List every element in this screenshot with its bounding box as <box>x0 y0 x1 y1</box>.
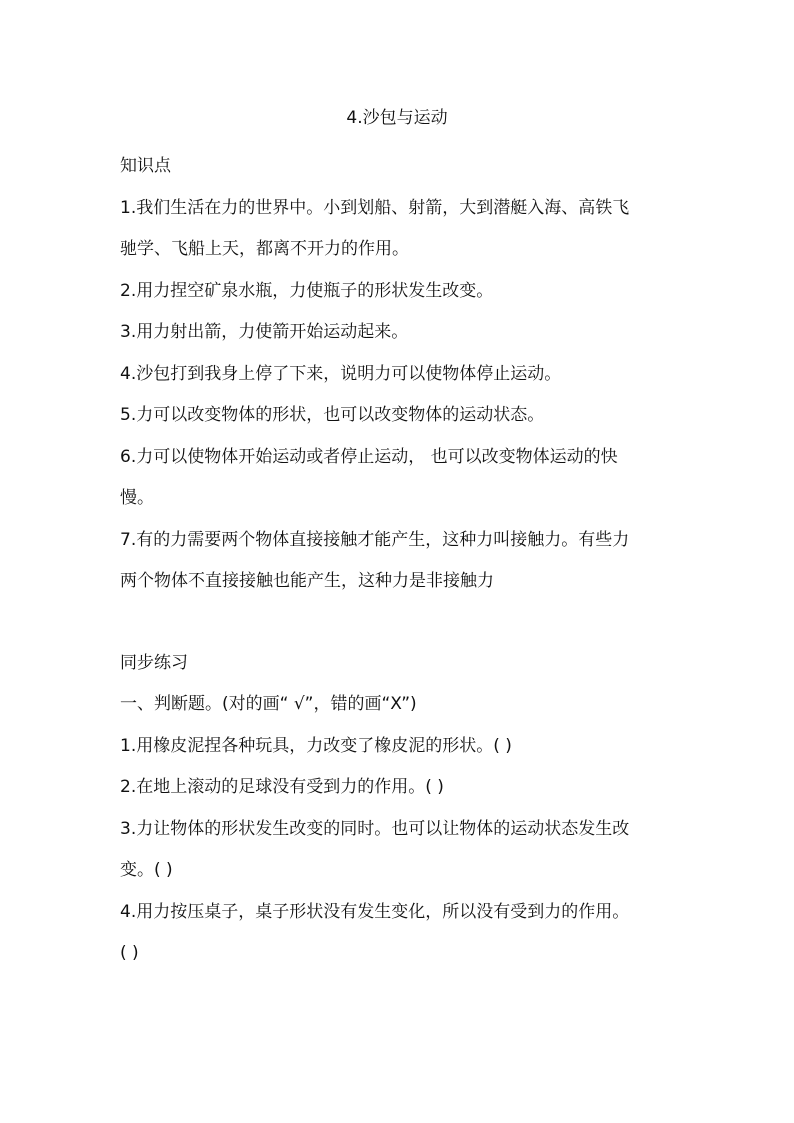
document-body <box>120 146 680 975</box>
practice-line-2: 2.在地上滚动的足球没有受到力的作用。( ) <box>120 777 444 797</box>
practice-line-5: 4.用力按压桌子，桌子形状没有发生变化，所以没有受到力的作用。 <box>120 901 630 922</box>
knowledge-line-10: 两个物体不直接接触也能产生，这种力是非接触力 <box>120 571 494 591</box>
knowledge-line-2: 驰学、飞船上天，都离不开力的作用。 <box>120 239 409 259</box>
practice-line-1: 1.用橡皮泥捏各种玩具，力改变了橡皮泥的形状。( ) <box>120 735 512 756</box>
practice-line-6: ( ) <box>120 943 139 963</box>
knowledge-line-5: 4.沙包打到我身上停了下来，说明力可以使物体停止运动。 <box>120 363 562 384</box>
knowledge-line-7: 6.力可以使物体开始运动或者停止运动， 也可以改变物体运动的快 <box>120 446 618 467</box>
knowledge-heading: 知识点 <box>120 156 171 176</box>
knowledge-line-6: 5.力可以改变物体的形状，也可以改变物体的运动状态。 <box>120 405 545 425</box>
section-one-instructions: 一、判断题。(对的画“ √”，错的画“X”) <box>120 694 417 714</box>
knowledge-line-8: 慢。 <box>120 488 154 508</box>
practice-line-3: 3.力让物体的形状发生改变的同时。也可以让物体的运动状态发生改 <box>120 818 630 839</box>
practice-line-4: 变。( ) <box>120 860 173 880</box>
knowledge-line-9: 7.有的力需要两个物体直接接触才能产生，这种力叫接触力。有些力 <box>120 529 630 550</box>
practice-heading: 同步练习 <box>120 652 188 673</box>
document-title: 4.沙包与运动 <box>346 108 448 128</box>
knowledge-line-1: 1.我们生活在力的世界中。小到划船、射箭，大到潜艇入海、高铁飞 <box>120 197 630 218</box>
knowledge-line-4: 3.用力射出箭，力使箭开始运动起来。 <box>120 322 409 342</box>
knowledge-line-3: 2.用力捏空矿泉水瓶，力使瓶子的形状发生改变。 <box>120 280 494 301</box>
section-spacer <box>120 603 680 643</box>
